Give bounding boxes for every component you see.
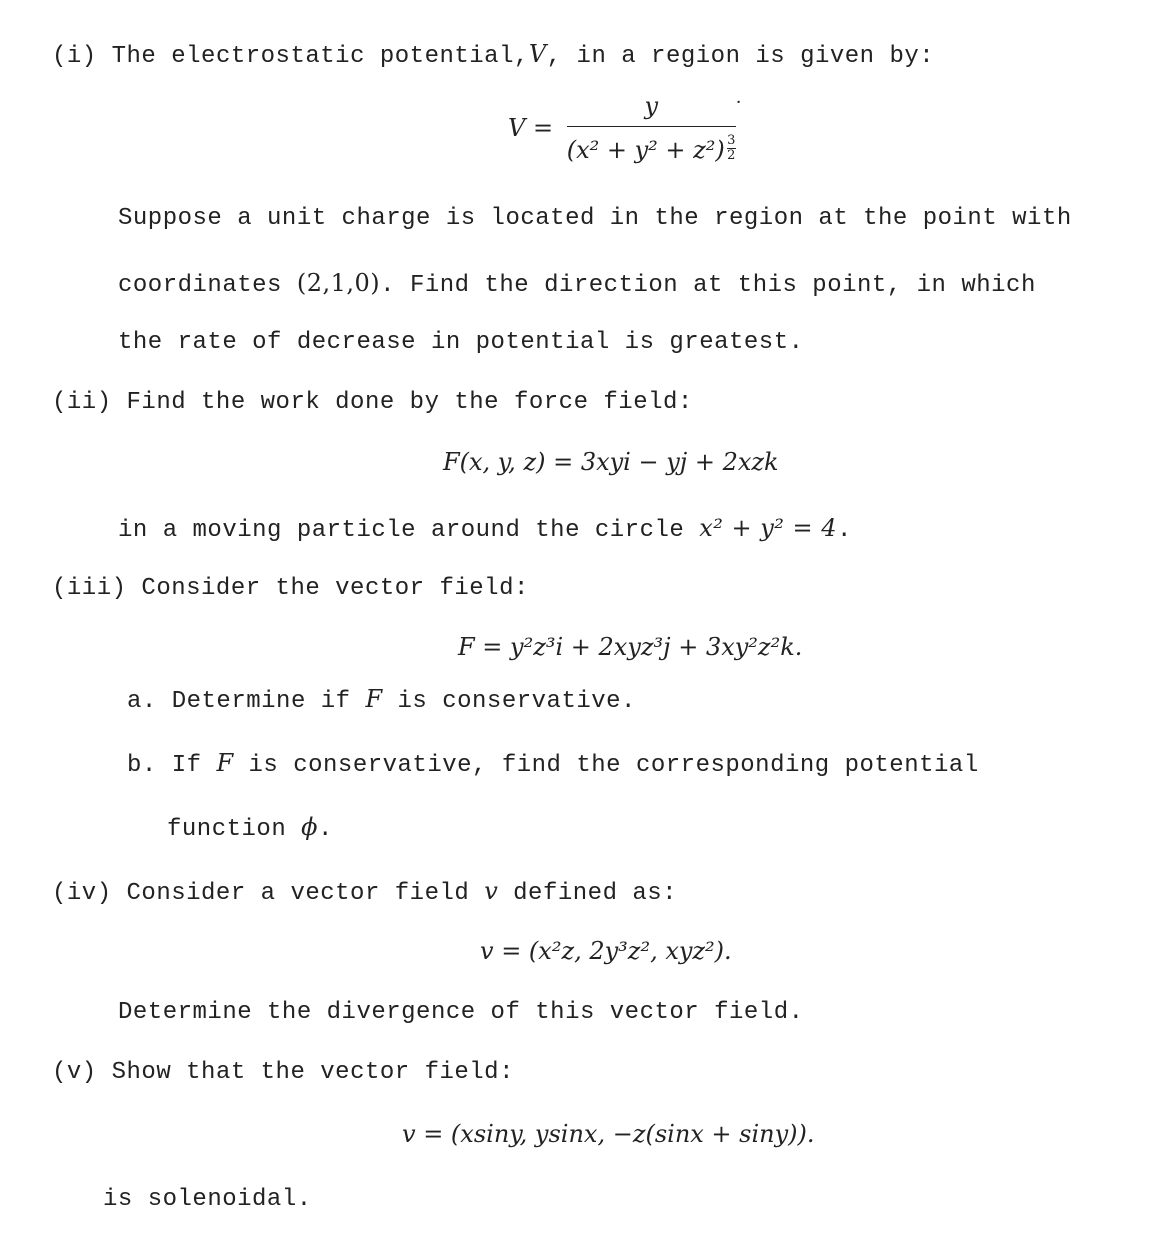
q1-intro-line xyxy=(52,40,934,70)
q5-label: (v) xyxy=(52,1059,97,1086)
q3-part-b xyxy=(127,749,979,779)
q1-label: (i) xyxy=(52,43,97,70)
q4-field-equation: v = (x²z, 2y³z², xyz²). xyxy=(480,937,732,965)
q1-eq-numerator: y xyxy=(567,92,736,127)
q3-a-text2: is conservative. xyxy=(397,688,636,715)
q5-intro-text: Show that the vector field: xyxy=(111,1059,514,1086)
q1-exp-num: 3 xyxy=(727,133,736,148)
q3-b-text2: is conservative, find the corresponding potential xyxy=(248,752,979,779)
q2-intro-line xyxy=(52,389,693,416)
q3-b-line2: function xyxy=(167,816,287,843)
q3-label: (iii) xyxy=(52,575,127,602)
q1-eq-exponent xyxy=(727,135,736,162)
q3-field-equation: F = y²z³i + 2xyz³j + 3xy²z²k. xyxy=(458,633,803,661)
q1-text-line1: Suppose a unit charge is located in the region at the point with xyxy=(118,205,1072,232)
q2-label: (ii) xyxy=(52,389,112,416)
q5-field-equation: v = (xsiny, ysinx, −z(sinx + siny)). xyxy=(402,1120,815,1148)
q1-line2-a: coordinates xyxy=(118,272,282,299)
q2-force-equation: F(x, y, z) = 3xyi − yj + 2xzk xyxy=(443,448,779,476)
q3-a-var: F xyxy=(365,685,383,713)
q3-a-text1: Determine if xyxy=(171,688,351,715)
q1-exp-den: 2 xyxy=(727,148,736,163)
q5-intro-line xyxy=(52,1059,514,1086)
q3-b-var: F xyxy=(216,749,234,777)
q3-b-text1: If xyxy=(171,752,202,779)
q1-intro-text: The electrostatic potential, xyxy=(111,43,529,70)
q1-line2-b: . Find the direction at this point, in which xyxy=(380,272,1036,299)
q1-text-line3: the rate of decrease in potential is greatest. xyxy=(118,329,804,356)
q4-text-line: Determine the divergence of this vector field. xyxy=(118,999,804,1026)
q3-intro-line xyxy=(52,575,529,602)
q1-potential-equation: V = y (x² + y² + z²) $\frac{3}{2}$ · xyxy=(508,92,742,164)
q2-circle-equation: x² + y² = 4 xyxy=(699,514,838,542)
q2-line-a: in a moving particle around the circle xyxy=(118,517,685,544)
q1-intro-var: V xyxy=(528,40,547,68)
q1-eq-lhs: V = xyxy=(508,114,554,142)
q3-a-label: a. xyxy=(127,688,157,715)
q1-eq-den-text: (x² + y² + z²) xyxy=(566,136,725,164)
q3-intro-text: Consider the vector field: xyxy=(141,575,529,602)
q2-line-end: . xyxy=(837,517,852,544)
q1-eq-fraction xyxy=(567,92,736,164)
q3-phi-symbol: ϕ xyxy=(301,813,318,841)
q4-intro-line xyxy=(52,877,677,907)
q2-text-line xyxy=(118,514,852,544)
q2-intro-text: Find the work done by the force field: xyxy=(126,389,693,416)
q5-text-line: is solenoidal. xyxy=(103,1186,312,1213)
q1-coordinates: (2,1,0) xyxy=(296,269,381,297)
q3-part-a xyxy=(127,685,636,715)
q1-text-line2 xyxy=(118,269,1036,299)
q3-b-label: b. xyxy=(127,752,157,779)
q4-label: (iv) xyxy=(52,880,112,907)
q1-eq-denominator xyxy=(567,127,736,164)
q4-intro-var: v xyxy=(484,877,499,905)
q1-intro-end: , in a region is given by: xyxy=(546,43,935,70)
q3-part-b-line2 xyxy=(167,813,333,843)
q3-b-end: . xyxy=(317,816,333,843)
q4-intro-b: defined as: xyxy=(513,880,678,907)
q4-intro-a: Consider a vector field xyxy=(126,880,470,907)
